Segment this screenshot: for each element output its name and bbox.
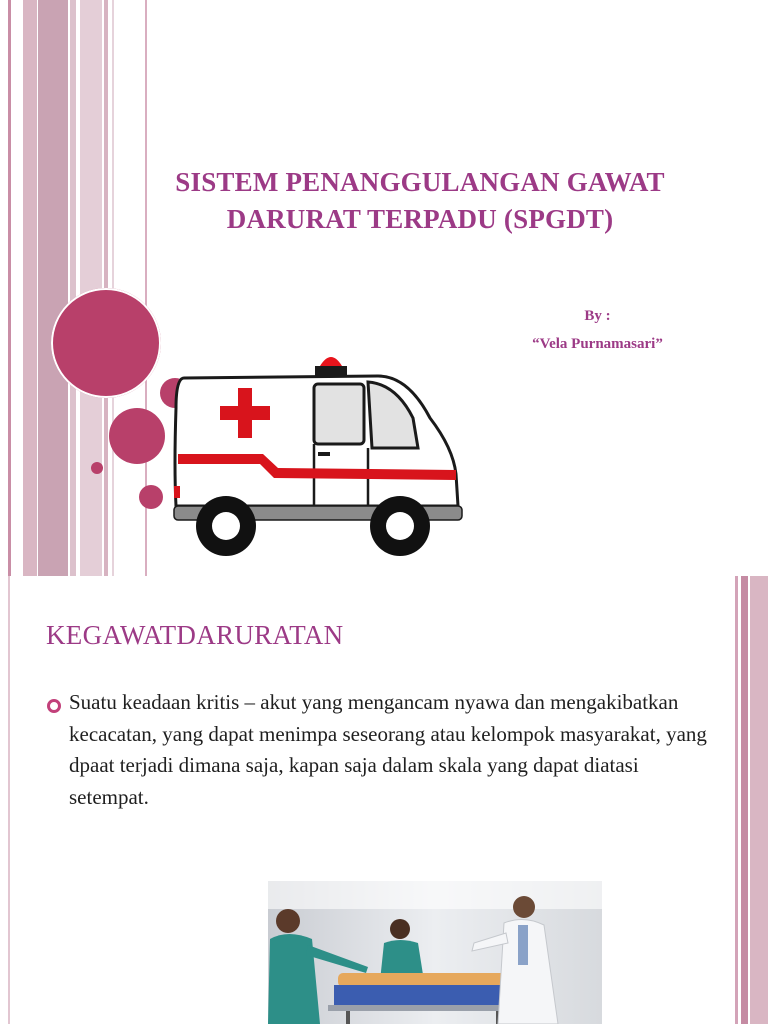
by-label: By :	[584, 308, 611, 324]
author-block	[500, 302, 695, 358]
decor-stripe	[8, 576, 10, 1024]
content-slide	[0, 576, 768, 1024]
author-name: “Vela Purnamasari”	[532, 336, 663, 352]
decor-circle-tiny	[91, 462, 103, 474]
decor-stripe	[8, 0, 11, 576]
decor-circle-medium	[109, 408, 165, 464]
medical-team-photo	[268, 881, 602, 1024]
bullet-ring-icon	[47, 699, 61, 713]
presentation-title	[110, 164, 730, 238]
decor-stripe	[741, 576, 748, 1024]
decor-stripe	[38, 0, 68, 576]
decor-circle-small	[139, 485, 163, 509]
title-line-1: SISTEM PENANGGULANGAN GAWAT	[175, 167, 665, 197]
bullet-text: Suatu keadaan kritis – akut yang mengancam nyawa dan mengakibatkan kecacatan, yang dapat menimpa seseorang atau kelompok masyarakat, yang dpaat terjadi dimana saja, kapan saja dalam skala yang dapat diatasi setempat.	[69, 690, 707, 809]
decor-stripe	[750, 576, 768, 1024]
title-line-2: DARURAT TERPADU (SPGDT)	[226, 204, 614, 234]
decor-stripe	[735, 576, 738, 1024]
decor-stripe	[70, 0, 76, 576]
decor-stripe	[23, 0, 37, 576]
ambulance-icon	[168, 348, 468, 566]
slide-title: KEGAWATDARURATAN	[46, 620, 344, 650]
decor-circle-large	[51, 288, 161, 398]
